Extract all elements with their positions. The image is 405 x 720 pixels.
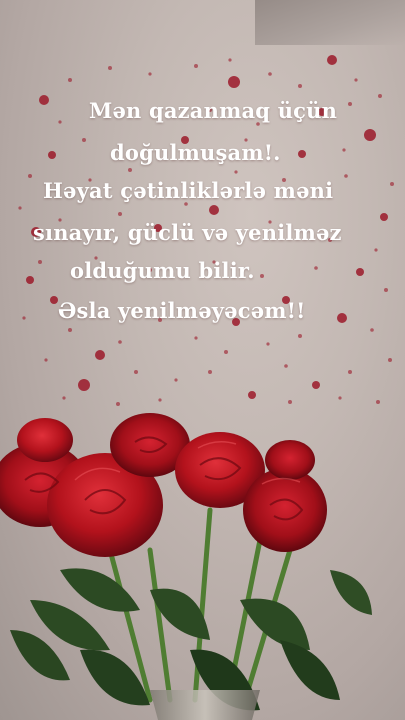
rose-bouquet — [0, 400, 405, 720]
vase — [150, 690, 260, 720]
quote-line-1: Mən qazanmaq üçün — [89, 98, 338, 123]
quote-line-2: doğulmuşam!. — [110, 140, 281, 165]
quote-line-4: sınayır, güclü və yenilməz — [33, 220, 342, 245]
leaves — [10, 568, 372, 710]
roses — [0, 413, 327, 557]
quote-line-5: olduğumu bilir. — [70, 258, 255, 283]
quote-line-6: Əsla yenilməyəcəm!! — [58, 298, 306, 323]
quote-line-3: Həyat çətinliklərlə məni — [43, 178, 334, 203]
